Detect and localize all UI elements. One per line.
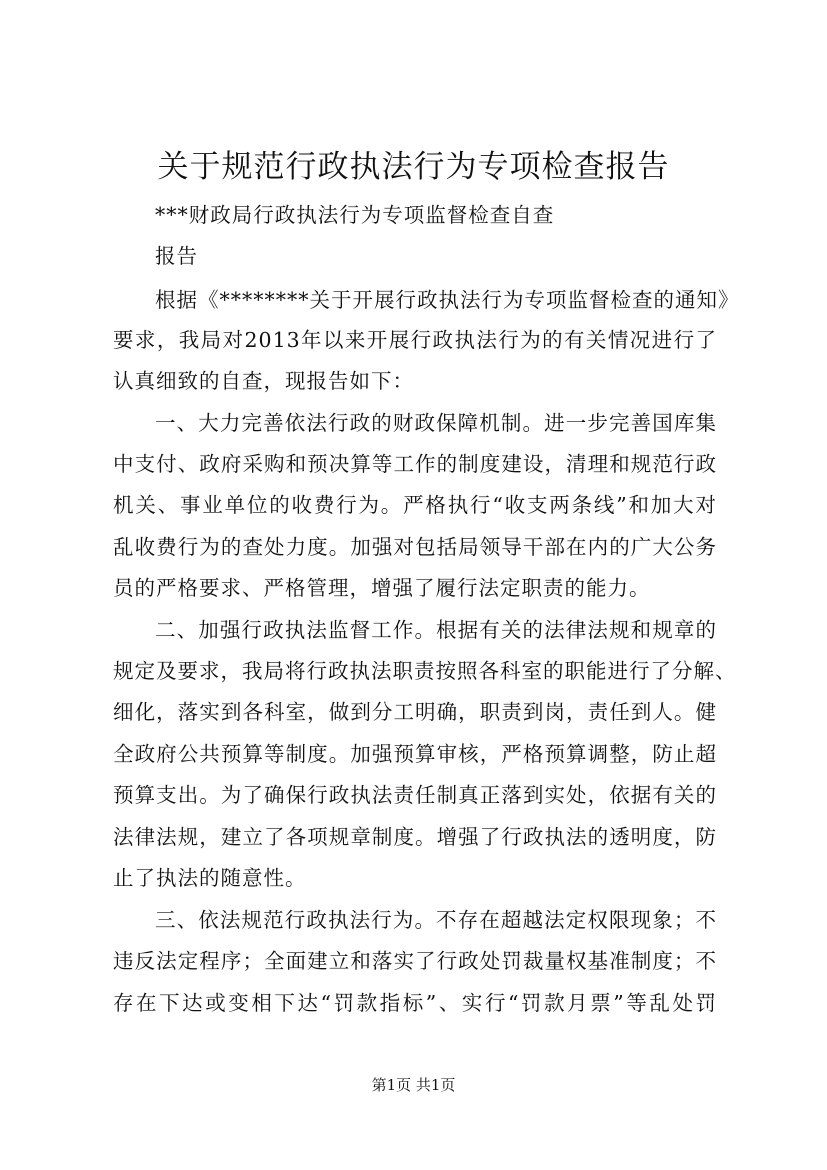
body-line: 根据《********关于开展行政执法行为专项监督检查的通知》 xyxy=(155,288,740,312)
document-title: 关于规范行政执法行为专项检查报告 xyxy=(157,149,670,185)
body-line: 预算支出。为了确保行政执法责任制真正落到实处，依据有关的 xyxy=(113,783,717,807)
page-footer: 第1页 共1页 xyxy=(371,1076,456,1094)
body-line: 要求，我局对2013年以来开展行政执法行为的有关情况进行了 xyxy=(113,328,717,352)
body-line: 认真细致的自查，现报告如下： xyxy=(113,369,414,393)
body-line: 存在下达或变相下达“罚款指标”、实行“罚款月票”等乱处罚 xyxy=(113,991,717,1015)
body-line: 止了执法的随意性。 xyxy=(113,866,307,890)
body-line: 中支付、政府采购和预决算等工作的制度建设，清理和规范行政 xyxy=(113,452,717,476)
body-line: 全政府公共预算等制度。加强预算审核，严格预算调整，防止超 xyxy=(113,742,717,766)
body-line: 违反法定程序；全面建立和落实了行政处罚裁量权基准制度；不 xyxy=(113,949,717,973)
body-line: 三、依法规范行政执法行为。不存在超越法定权限现象；不 xyxy=(155,908,717,932)
body-line: 规定及要求，我局将行政执法职责按照各科室的职能进行了分解、 xyxy=(113,659,737,683)
body-line: 法律法规，建立了各项规章制度。增强了行政执法的透明度，防 xyxy=(113,825,717,849)
body-line: 员的严格要求、严格管理，增强了履行法定职责的能力。 xyxy=(113,576,651,600)
body-line: 机关、事业单位的收费行为。严格执行“收支两条线”和加大对 xyxy=(113,493,717,517)
body-line: 乱收费行为的查处力度。加强对包括局领导干部在内的广大公务 xyxy=(113,535,717,559)
subtitle-line: 报告 xyxy=(155,244,198,268)
body-line: 细化，落实到各科室，做到分工明确，职责到岗，责任到人。健 xyxy=(113,700,717,724)
subtitle-line: ***财政局行政执法行为专项监督检查自查 xyxy=(155,203,555,227)
body-line: 二、加强行政执法监督工作。根据有关的法律法规和规章的 xyxy=(155,618,717,642)
body-line: 一、大力完善依法行政的财政保障机制。进一步完善国库集 xyxy=(155,411,717,435)
